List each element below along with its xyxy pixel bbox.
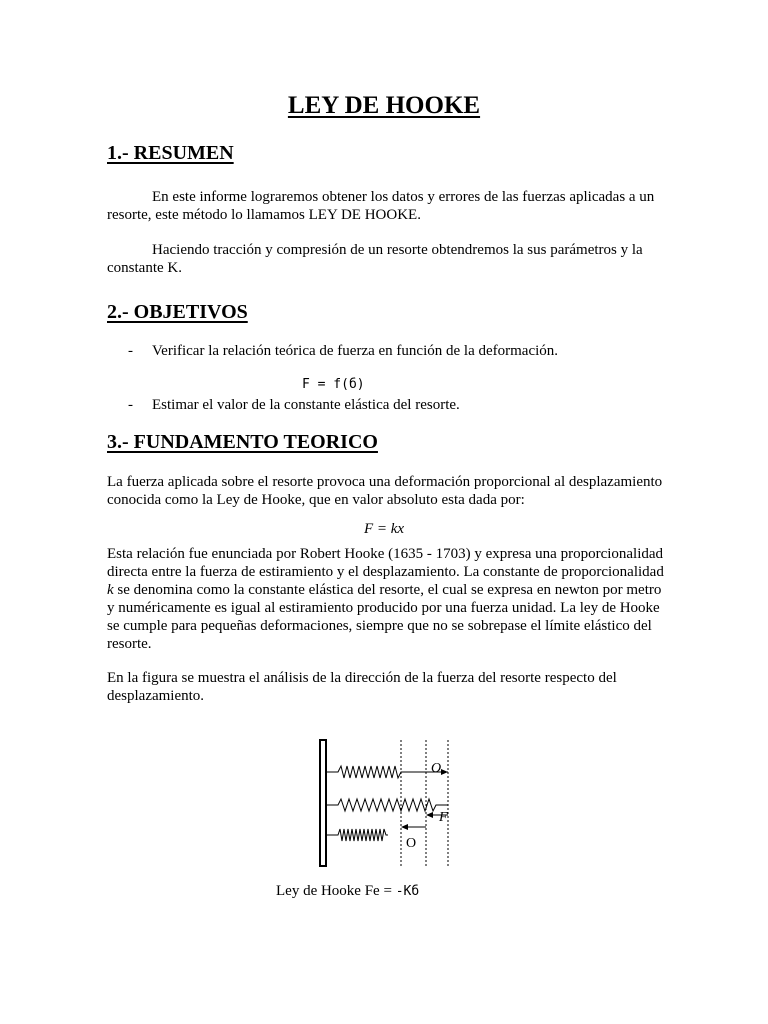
objetivo-item-1: Verificar la relación teórica de fuerza en función de la deformación. — [152, 343, 559, 359]
section-heading-objetivos: 2.- OBJETIVOS — [107, 301, 248, 323]
formula-hooke: F = kx — [363, 521, 405, 537]
label-f: F — [439, 810, 448, 825]
resumen-paragraph-1: En este informe lograremos obtener los datos y errores de las fuerzas aplicadas a un resorte, este método lo llamamos LEY DE HOOKE. — [107, 189, 655, 223]
page-title: LEY DE HOOKE — [287, 92, 481, 119]
label-o-top: O — [431, 761, 442, 776]
arrow-head-icon — [426, 812, 433, 818]
section-heading-fundamento: 3.- FUNDAMENTO TEORICO — [107, 431, 378, 453]
bullet-marker: - — [128, 397, 133, 413]
objetivo-item-2: Estimar el valor de la constante elástica del resorte. — [152, 397, 460, 413]
label-o-bottom: O — [406, 836, 417, 851]
spring-compressed — [326, 829, 388, 841]
resumen-paragraph-2: Haciendo tracción y compresión de un resorte obtendremos la sus parámetros y la constante K. — [107, 242, 643, 276]
spring-stretched — [326, 799, 448, 811]
fundamento-paragraph-1: La fuerza aplicada sobre el resorte provoca una deformación proporcional al desplazamiento conocida como la Ley de Hooke, que en valor absoluto esta dada por: — [107, 474, 663, 508]
arrow-head-icon — [441, 769, 448, 775]
section-heading-resumen: 1.- RESUMEN — [107, 142, 234, 164]
fundamento-paragraph-3: En la figura se muestra el análisis de la dirección de la fuerza del resorte respecto del desplazamiento. — [107, 670, 617, 704]
formula-f-of-deformation: F = f(б) — [302, 377, 365, 392]
bullet-marker: - — [128, 343, 133, 359]
wall — [320, 740, 326, 866]
spring-rest — [326, 766, 448, 778]
figure-caption: Ley de Hooke Fe = -Kб — [276, 883, 420, 899]
fundamento-paragraph-2: Esta relación fue enunciada por Robert Hooke (1635 - 1703) y expresa una proporcionalidad directa entre la fuerza de estiramiento y el desplazamiento. La constante de proporcionalidad k se denomina como la constante elástica del resorte, el cual se expresa en newton por metro y numéricamente es igual al estiramiento producido por una fuerza unidad. La ley de Hooke se cumple para pequeñas deformaciones, siempre que no se sobrepase el límite elástico del resorte. — [107, 546, 664, 652]
arrow-head-icon — [401, 824, 408, 830]
spring-figure — [310, 735, 460, 870]
